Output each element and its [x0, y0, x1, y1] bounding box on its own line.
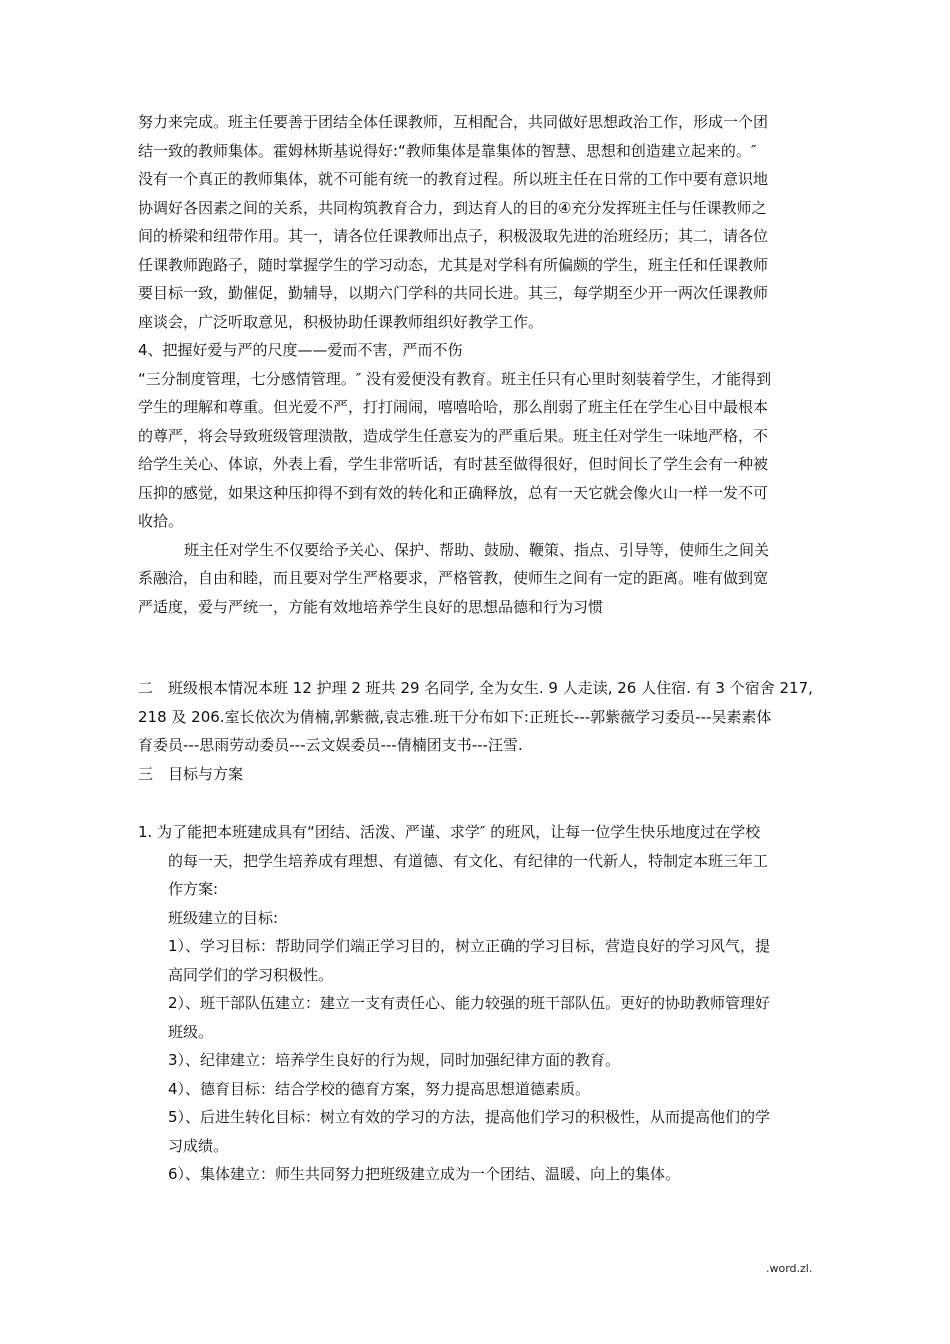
text-line: 学生的理解和尊重。但光爱不严，打打闹闹，嘻嘻哈哈，那么削弱了班主任在学生心目中最根本 [138, 398, 769, 416]
list-item: 4）、德育目标：结合学校的德育方案，努力提高思想道德素质。 [168, 1079, 591, 1098]
text-line: 收拾。 [138, 512, 184, 530]
text-line: 育委员---思雨劳动委员---云文娱委员---倩楠团支书---汪雪. [138, 736, 523, 754]
list-item: 作方案: [168, 880, 219, 898]
list-item: 班级。 [168, 1022, 214, 1041]
text-line: 系融洽，自由和睦，而且要对学生严格要求，严格管教，使师生之间有一定的距离。唯有做到宽 [138, 569, 769, 587]
text-line: 二 班级根本情况本班 12 护理 2 班共 29 名同学, 全为女生. 9 人走读, 26 人住宿. 有 3 个宿舍 217, [138, 679, 813, 697]
list-item: 3）、纪律建立：培养学生良好的行为规，同时加强纪律方面的教育。 [168, 1051, 621, 1069]
body-text-block [138, 108, 828, 621]
section-3-list [138, 818, 770, 1189]
text-line: 的尊严，将会导致班级管理溃散，造成学生任意妄为的严重后果。班主任对学生一味地严格，不 [138, 426, 769, 445]
text-line: 结一致的教师集体。霍姆林斯基说得好:“教师集体是靠集体的智慧、思想和创造建立起来的。″ [138, 141, 757, 160]
section-3-title: 三 目标与方案 [138, 765, 244, 783]
text-line: 压抑的感觉，如果这种压抑得不到有效的转化和正确释放，总有一天它就会像火山一样一发不可 [138, 483, 769, 502]
section-2-class-info [138, 674, 813, 760]
list-item: 的每一天，把学生培养成有理想、有道德、有文化、有纪律的一代新人，特制定本班三年工 [168, 851, 769, 870]
text-line: 协调好各因素之间的关系，共同构筑教育合力，到达育人的目的④充分发挥班主任与任课教师之 [138, 198, 767, 217]
text-line: 给学生关心、体谅，外表上看，学生非常听话，有时甚至做得很好，但时间长了学生会有一种被 [138, 455, 769, 473]
text-line: 班主任对学生不仅要给予关心、保护、帮助、鼓励、鞭策、指点、引导等，使师生之间关 [184, 540, 770, 559]
section-heading: 4、把握好爱与严的尺度——爱而不害，严而不伤 [138, 341, 463, 359]
list-item: 5）、后进生转化目标：树立有效的学习的方法，提高他们学习的积极性，从而提高他们的学 [168, 1108, 771, 1126]
list-item: 高同学们的学习积极性。 [168, 965, 334, 984]
text-line: “三分制度管理，七分感情管理。″ 没有爱便没有教育。班主任只有心里时刻装着学生，才能得到 [138, 369, 772, 388]
list-item: 1）、学习目标：帮助同学们端正学习目的，树立正确的学习目标，营造良好的学习风气，提 [168, 937, 771, 955]
list-item: 2）、班干部队伍建立：建立一支有责任心、能力较强的班干部队伍。更好的协助教师管理好 [168, 994, 771, 1012]
page-footer: .word.zl. [766, 1262, 813, 1275]
text-line: 要目标一致，勤催促，勤辅导，以期六门学科的共同长进。其三，每学期至少开一两次任课教师 [138, 284, 769, 302]
list-item: 习成绩。 [168, 1136, 229, 1155]
list-item: 6）、集体建立：师生共同努力把班级建立成为一个团结、温暖、向上的集体。 [168, 1165, 681, 1183]
text-line: 任课教师跑路子，随时掌握学生的学习动态，尤其是对学科有所偏颇的学生，班主任和任课教师 [138, 255, 769, 274]
text-line: 没有一个真正的教师集体，就不可能有统一的教育过程。所以班主任在日常的工作中要有意识地 [138, 170, 769, 188]
text-line: 218 及 206.室长依次为倩楠,郭紫薇,袁志雅.班干分布如下:正班长---郭紫薇学习委员---吴素素体 [138, 707, 772, 726]
list-item: 班级建立的目标: [168, 908, 279, 927]
text-line: 努力来完成。班主任要善于团结全体任课教师，互相配合，共同做好思想政治工作，形成一个团 [138, 113, 769, 131]
text-line: 严适度，爱与严统一，方能有效地培养学生良好的思想品德和行为习惯 [138, 597, 604, 616]
list-item: 1. 为了能把本班建成具有“团结、活泼、严谨、求学″ 的班风，让每一位学生快乐地度过在学校 [138, 823, 761, 841]
text-line: 座谈会，广泛听取意见，积极协助任课教师组织好教学工作。 [138, 312, 544, 331]
text-line: 间的桥梁和纽带作用。其一，请各位任课教师出点子，积极汲取先进的治班经历；其二，请各位 [138, 227, 769, 245]
